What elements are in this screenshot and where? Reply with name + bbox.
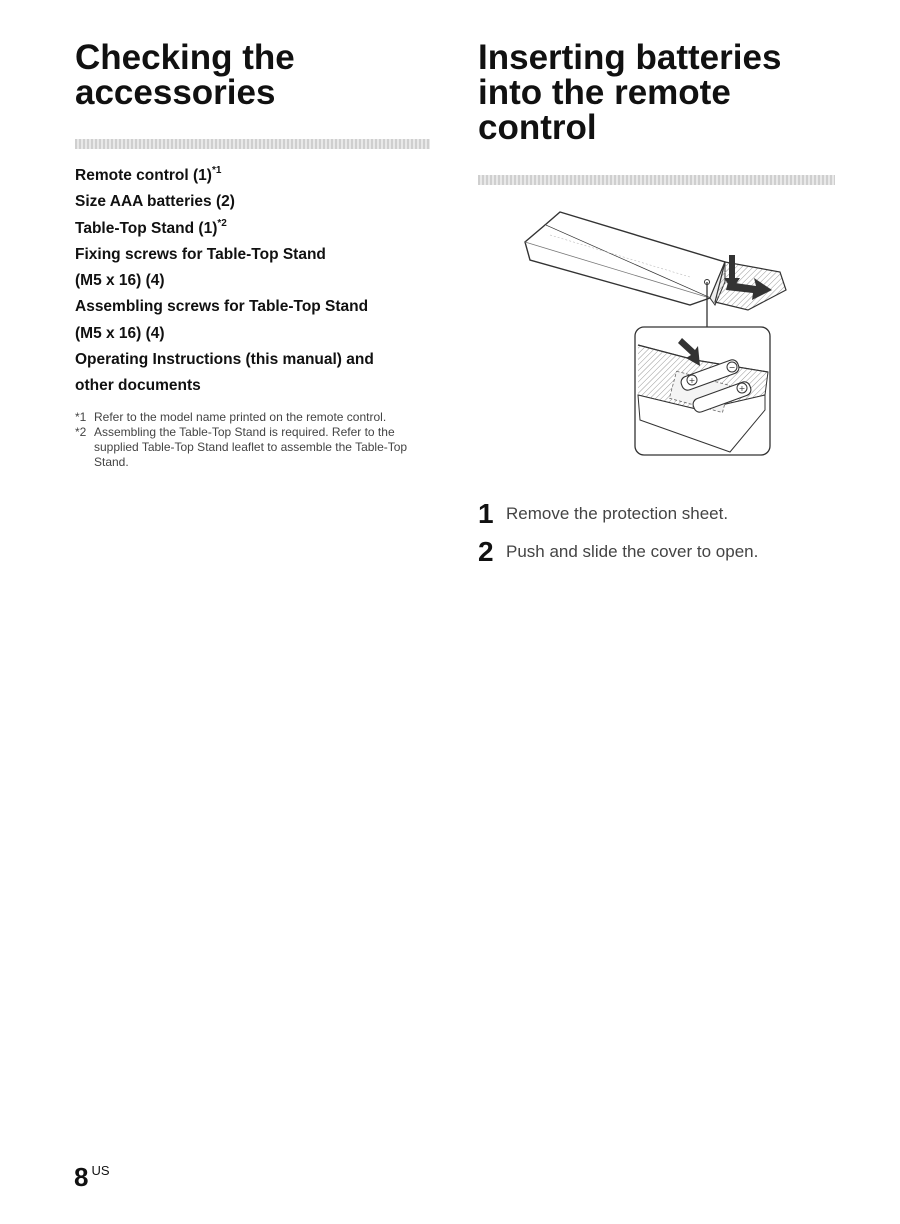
batteries-title: Inserting batteries into the remote control: [478, 38, 782, 147]
step-number: 2: [478, 536, 494, 567]
accessory-item: other documents: [75, 377, 201, 395]
svg-text:−: −: [728, 363, 736, 372]
accessory-item: Assembling screws for Table-Top Stand: [75, 298, 369, 316]
accessories-section: [75, 40, 430, 470]
step-text: Push and slide the cover to open.: [506, 542, 759, 561]
step-text: Remove the protection sheet.: [506, 504, 729, 523]
footnote: *2 Assembling the Table-Top Stand is required. Refer to the supplied Table-Top Stand leaflet to assemble the Table-Top Stand.: [75, 424, 408, 469]
accessory-item: (M5 x 16) (4): [75, 324, 165, 342]
remote-battery-illustration: [520, 200, 795, 465]
remote-control-drawing: [525, 212, 725, 305]
steps-list: [478, 495, 838, 571]
accessory-item: Remote control $(1)^{*1}$: [75, 165, 222, 184]
accessories-title: Checking the accessories: [75, 38, 295, 112]
step-item: [478, 533, 838, 571]
footnote: *1 Refer to the model name printed on the remote control.: [75, 409, 387, 424]
section-divider: [478, 175, 835, 185]
section-divider: [75, 139, 430, 149]
svg-text:+: +: [738, 384, 746, 393]
batteries-section: [478, 40, 838, 199]
page-number: 8 $^{US}$: [74, 1162, 110, 1192]
battery-compartment-detail: [635, 327, 770, 455]
accessory-item: (M5 x 16) (4): [75, 272, 165, 290]
accessory-item: Table-Top Stand $(1)^{*2}$: [75, 217, 227, 237]
accessory-item: Fixing screws for Table-Top Stand: [75, 245, 326, 263]
accessory-item: Size AAA batteries (2): [75, 193, 235, 211]
svg-text:+: +: [688, 376, 696, 385]
accessories-list: [75, 163, 430, 400]
accessory-item: Operating Instructions (this manual) and: [75, 351, 374, 369]
step-number: 1: [478, 498, 494, 529]
step-item: [478, 495, 838, 533]
footnotes: [75, 410, 430, 470]
